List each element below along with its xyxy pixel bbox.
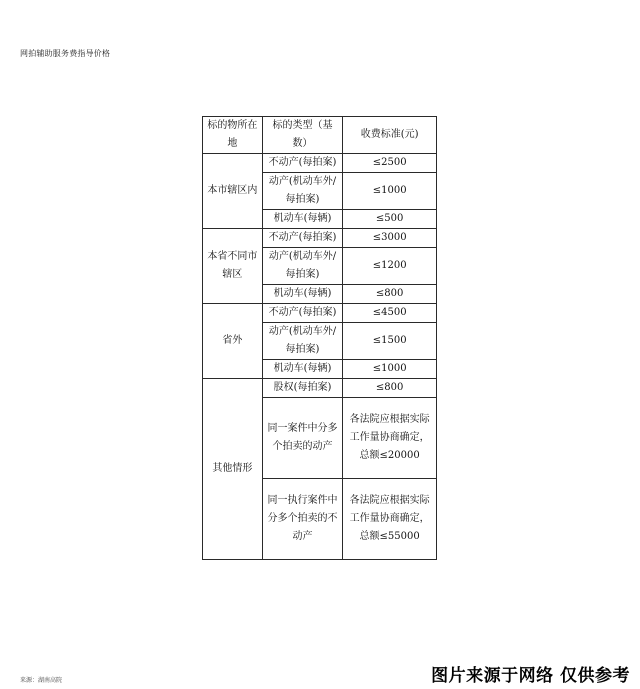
fee-cell: ≤4500: [343, 304, 437, 323]
type-cell: 机动车(每辆): [262, 285, 343, 304]
source-note: 来源：湖南高院: [20, 677, 63, 684]
location-cell: 其他情形: [203, 379, 263, 560]
type-cell: 股权(每拍案): [262, 379, 343, 398]
type-cell: 不动产(每拍案): [262, 229, 343, 248]
fee-cell: ≤3000: [343, 229, 437, 248]
type-cell: 动产(机动车外/每拍案): [262, 323, 343, 360]
table-row: [203, 229, 437, 248]
table-header-row: [203, 117, 437, 154]
type-cell: 动产(机动车外/每拍案): [262, 248, 343, 285]
fee-table: [202, 116, 437, 560]
fee-cell: 各法院应根据实际工作量协商确定，总额≤20000: [343, 398, 437, 479]
fee-cell: 各法院应根据实际工作量协商确定，总额≤55000: [343, 479, 437, 560]
header-type: 标的类型（基数）: [262, 117, 343, 154]
fee-cell: ≤800: [343, 285, 437, 304]
table-row: [203, 304, 437, 323]
fee-cell: ≤1200: [343, 248, 437, 285]
type-cell: 动产(机动车外/每拍案): [262, 173, 343, 210]
fee-cell: ≤500: [343, 210, 437, 229]
fee-cell: ≤1500: [343, 323, 437, 360]
fee-cell: ≤2500: [343, 154, 437, 173]
fee-cell: ≤1000: [343, 360, 437, 379]
watermark-text: 图片来源于网络 仅供参考: [431, 666, 630, 686]
location-cell: 本市辖区内: [203, 154, 263, 229]
header-fee: 收费标准(元): [343, 117, 437, 154]
header-location: 标的物所在地: [203, 117, 263, 154]
type-cell: 不动产(每拍案): [262, 154, 343, 173]
location-cell: 省外: [203, 304, 263, 379]
table-row: [203, 379, 437, 398]
table-row: [203, 154, 437, 173]
type-cell: 不动产(每拍案): [262, 304, 343, 323]
document-title: 网拍辅助服务费指导价格: [20, 49, 111, 58]
type-cell: 同一案件中分多个拍卖的动产: [262, 398, 343, 479]
location-cell: 本省不同市辖区: [203, 229, 263, 304]
type-cell: 机动车(每辆): [262, 210, 343, 229]
fee-cell: ≤1000: [343, 173, 437, 210]
type-cell: 同一执行案件中分多个拍卖的不动产: [262, 479, 343, 560]
fee-cell: ≤800: [343, 379, 437, 398]
type-cell: 机动车(每辆): [262, 360, 343, 379]
